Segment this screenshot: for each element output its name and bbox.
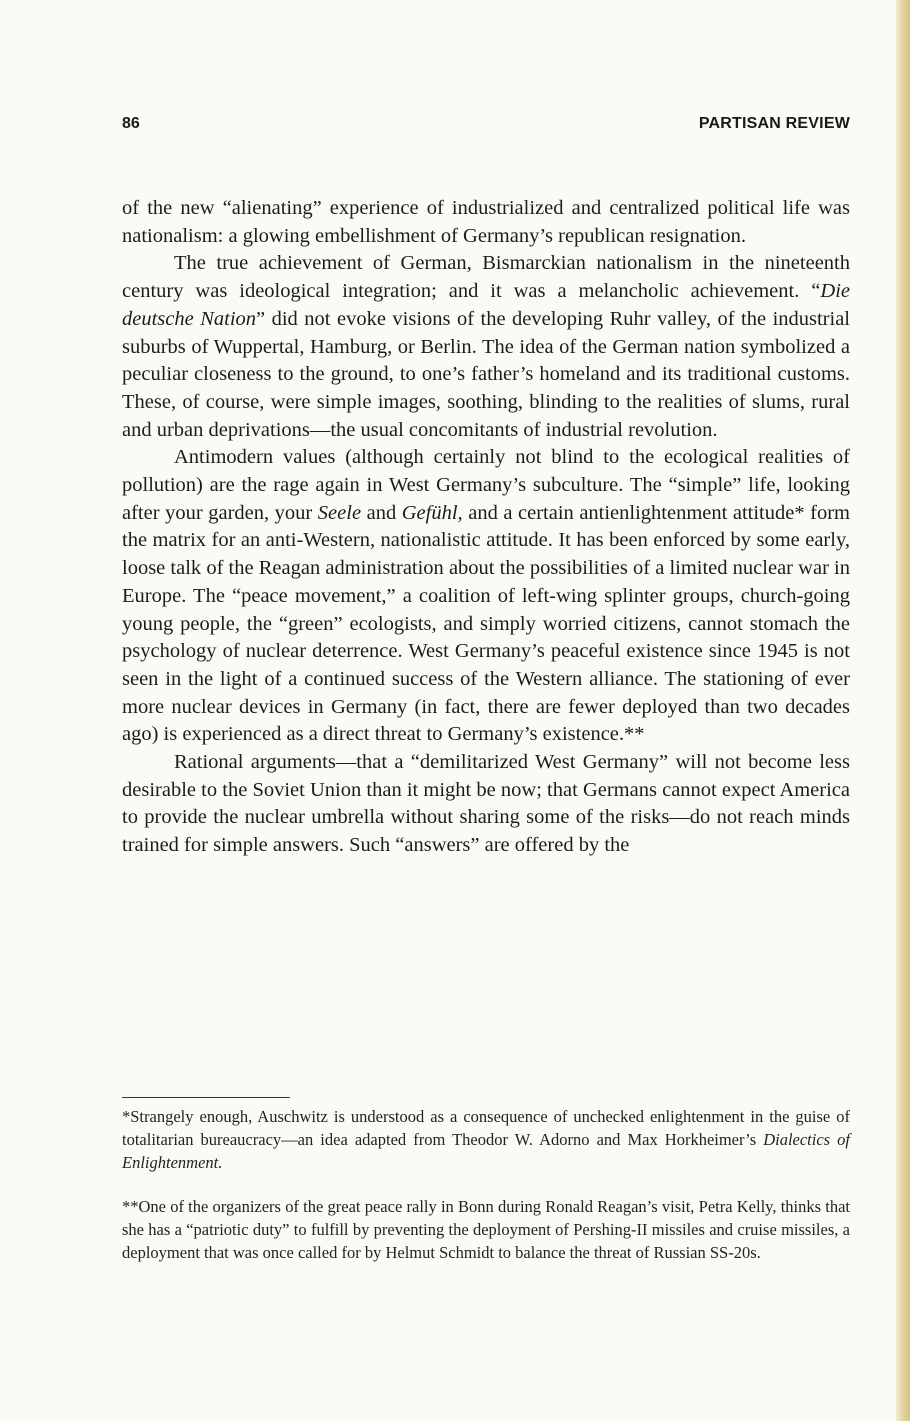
paragraph-4 <box>122 749 850 860</box>
running-head <box>122 115 850 135</box>
paragraph-3 <box>122 444 850 749</box>
paragraph-1 <box>122 195 850 250</box>
footnote-2 <box>122 1196 850 1264</box>
italic-phrase: Die deutsche Nation <box>122 280 850 330</box>
footnote-divider <box>122 1097 290 1098</box>
paragraph-text: ” did not evoke visions of the developing Ruhr valley, of the industrial suburbs of Wuppertal, Hamburg, or Berlin. The idea of the German nation symbolized a peculiar closeness to the ground, to one’s father’s homeland and its traditional customs. These, of course, were simple images, soothing, blinding to the realities of slums, rural and urban deprivations—the usual concomitants of industrial revolution. <box>122 307 850 441</box>
paragraph-text: Antimodern values (although certainly not blind to the ecological realities of pollution) are the rage again in West Germany’s subculture. The “simple” life, looking after your garden, your <box>122 446 850 524</box>
footnotes <box>122 1106 850 1287</box>
paragraph-2 <box>122 250 850 444</box>
italic-word: Seele <box>317 501 362 524</box>
footnote-text: **One of the organizers of the great peace rally in Bonn during Ronald Reagan’s visit, Petra Kelly, thinks that she has a “patriotic duty” to fulfill by preventing the deployment of Pershing-II missiles and cruise missiles, a deployment that was once called for by Helmut Schmidt to balance the threat of Russian SS-20s. <box>122 1197 850 1262</box>
article-body <box>122 195 850 860</box>
page-edge <box>896 0 910 1421</box>
page-number: 86 <box>122 115 140 132</box>
paragraph-text: Rational arguments—that a “demilitarized West Germany” will not become less desirable to the Soviet Union than it might be now; that Germans cannot expect America to provide the nuclear umbrella without sharing some of the risks—do not reach minds trained for simple answers. Such “answers” are offered by the <box>122 751 850 857</box>
paragraph-text: and a certain antienlightenment attitude* form the matrix for an anti-Western, nationalistic attitude. It has been enforced by some early, loose talk of the Reagan administration about the possibilities of a limited nuclear war in Europe. The “peace movement,” a coalition of left-wing splinter groups, church-going young people, the “green” ecologists, and simply worried citizens, cannot stomach the psychology of nuclear deterrence. West Germany’s peaceful existence since 1945 is not seen in the light of a continued success of the Western alliance. The stationing of ever more nuclear devices in Germany (in fact, there are fewer deployed than two decades ago) is experienced as a direct threat to Germany’s existence.** <box>122 501 851 746</box>
footnote-text: *Strangely enough, Auschwitz is understood as a consequence of unchecked enlightenment in the guise of totalitarian bureaucracy—an idea adapted from Theodor W. Adorno and Max Horkheimer’s <box>122 1107 850 1149</box>
paragraph-text: of the new “alienating” experience of industrialized and centralized political life was nationalism: a glowing embellishment of Germany’s republican resignation. <box>122 197 850 247</box>
paragraph-text: and <box>361 501 402 524</box>
italic-word: Gefühl, <box>401 501 463 524</box>
footnote-1 <box>122 1106 850 1174</box>
paragraph-text: The true achievement of German, Bismarckian nationalism in the nineteenth century was ideological integration; and it was a melancholic achievement. “ <box>122 252 850 303</box>
journal-title: PARTISAN REVIEW <box>698 115 850 132</box>
book-title: Dialectics of Enlightenment. <box>122 1129 851 1172</box>
